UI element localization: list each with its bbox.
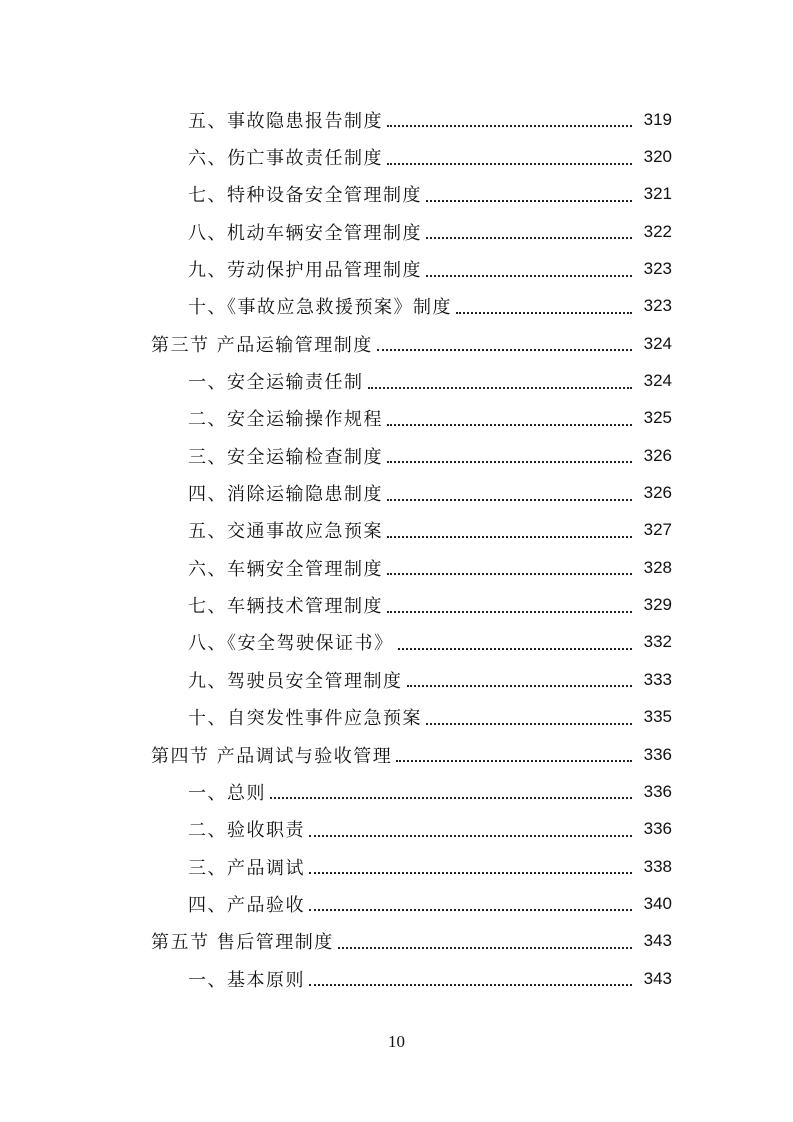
toc-item-entry[interactable] (0, 699, 793, 736)
toc-item-entry[interactable] (0, 586, 793, 623)
toc-entry-title: 三、安全运输检查制度 (188, 446, 383, 468)
dot-leader (456, 311, 632, 314)
toc-item-entry[interactable] (0, 624, 793, 661)
dot-leader (387, 610, 632, 613)
dot-leader (387, 423, 632, 426)
dot-leader (309, 871, 632, 874)
toc-item-entry[interactable] (0, 512, 793, 549)
toc-item-entry[interactable] (0, 101, 793, 138)
toc-entry-page: 338 (643, 856, 672, 876)
toc-entry-title: 八、《安全驾驶保证书》 (188, 633, 394, 655)
toc-entry-title: 十、《事故应急救援预案》制度 (188, 297, 452, 319)
dot-leader (387, 162, 632, 165)
toc-entry-page: 326 (643, 445, 672, 465)
toc-entry-page: 323 (643, 296, 672, 316)
toc-entry-page: 329 (643, 595, 672, 615)
toc-entry-page: 343 (643, 968, 672, 988)
toc-entry-page: 320 (643, 147, 672, 167)
dot-leader (387, 124, 632, 127)
toc-item-entry[interactable] (0, 437, 793, 474)
toc-entry-title: 第五节 售后管理制度 (151, 932, 334, 954)
toc-item-entry[interactable] (0, 773, 793, 810)
dot-leader (270, 796, 632, 799)
toc-entry-page: 326 (643, 483, 672, 503)
toc-entry-page: 328 (643, 557, 672, 577)
toc-item-entry[interactable] (0, 885, 793, 922)
toc-item-entry[interactable] (0, 138, 793, 175)
toc-entry-page: 336 (643, 744, 672, 764)
toc-section-entry[interactable] (0, 325, 793, 362)
dot-leader (368, 386, 633, 389)
toc-entry-page: 327 (643, 520, 672, 540)
dot-leader (387, 535, 632, 538)
toc-entry-title: 五、事故隐患报告制度 (188, 110, 383, 132)
toc-entry-page: 332 (643, 632, 672, 652)
toc-entry-page: 322 (643, 221, 672, 241)
toc-entry-page: 336 (643, 819, 672, 839)
toc-item-entry[interactable] (0, 250, 793, 287)
table-of-contents (0, 101, 793, 997)
toc-entry-page: 325 (643, 408, 672, 428)
dot-leader (426, 236, 632, 239)
toc-item-entry[interactable] (0, 549, 793, 586)
toc-entry-title: 三、产品调试 (188, 857, 305, 879)
toc-entry-page: 335 (643, 707, 672, 727)
toc-entry-page: 319 (643, 109, 672, 129)
toc-entry-title: 第四节 产品调试与验收管理 (151, 745, 393, 767)
toc-entry-page: 336 (643, 781, 672, 801)
toc-item-entry[interactable] (0, 960, 793, 997)
dot-leader (338, 946, 632, 949)
toc-entry-title: 四、消除运输隐患制度 (188, 484, 383, 506)
toc-entry-title: 二、验收职责 (188, 820, 305, 842)
toc-section-entry[interactable] (0, 736, 793, 773)
toc-entry-title: 五、交通事故应急预案 (188, 521, 383, 543)
toc-entry-title: 八、机动车辆安全管理制度 (188, 222, 422, 244)
toc-item-entry[interactable] (0, 362, 793, 399)
toc-entry-title: 一、总则 (188, 782, 266, 804)
dot-leader (387, 460, 632, 463)
toc-entry-title: 六、伤亡事故责任制度 (188, 148, 383, 170)
dot-leader (387, 572, 632, 575)
toc-item-entry[interactable] (0, 811, 793, 848)
dot-leader (377, 348, 632, 351)
toc-entry-page: 323 (643, 259, 672, 279)
toc-entry-page: 324 (643, 371, 672, 391)
toc-entry-title: 二、安全运输操作规程 (188, 409, 383, 431)
toc-section-entry[interactable] (0, 923, 793, 960)
toc-entry-title: 十、自突发性事件应急预案 (188, 708, 422, 730)
toc-entry-page: 324 (643, 333, 672, 353)
toc-item-entry[interactable] (0, 848, 793, 885)
toc-item-entry[interactable] (0, 288, 793, 325)
toc-item-entry[interactable] (0, 474, 793, 511)
toc-item-entry[interactable] (0, 176, 793, 213)
dot-leader (387, 498, 632, 501)
toc-item-entry[interactable] (0, 400, 793, 437)
dot-leader (426, 274, 632, 277)
dot-leader (309, 834, 632, 837)
toc-entry-page: 333 (643, 669, 672, 689)
dot-leader (407, 684, 633, 687)
toc-entry-page: 340 (643, 893, 672, 913)
toc-entry-title: 一、安全运输责任制 (188, 372, 364, 394)
dot-leader (396, 759, 632, 762)
toc-entry-title: 四、产品验收 (188, 894, 305, 916)
toc-item-entry[interactable] (0, 661, 793, 698)
dot-leader (309, 983, 632, 986)
toc-entry-page: 343 (643, 931, 672, 951)
toc-entry-title: 六、车辆安全管理制度 (188, 558, 383, 580)
toc-entry-page: 321 (643, 184, 672, 204)
toc-item-entry[interactable] (0, 213, 793, 250)
toc-entry-title: 九、劳动保护用品管理制度 (188, 260, 422, 282)
dot-leader (309, 908, 632, 911)
dot-leader (426, 199, 632, 202)
toc-entry-title: 九、驾驶员安全管理制度 (188, 670, 403, 692)
dot-leader (426, 722, 632, 725)
toc-entry-title: 七、特种设备安全管理制度 (188, 185, 422, 207)
page-number: 10 (388, 1032, 405, 1051)
toc-entry-title: 七、车辆技术管理制度 (188, 596, 383, 618)
dot-leader (398, 647, 633, 650)
toc-entry-title: 第三节 产品运输管理制度 (151, 334, 373, 356)
toc-entry-title: 一、基本原则 (188, 969, 305, 991)
